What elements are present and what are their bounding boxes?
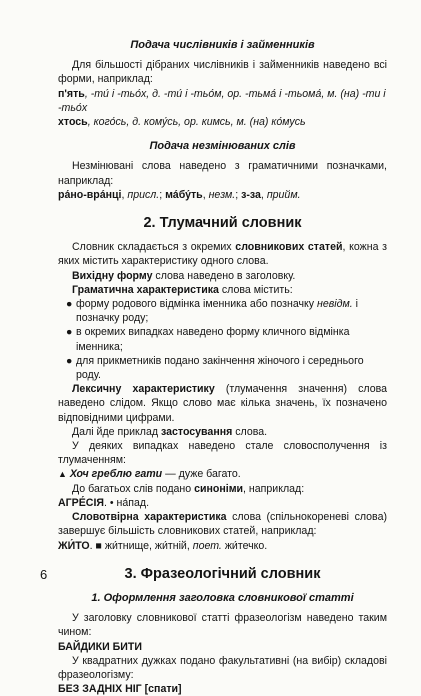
example-indeclinable: ра́но-вра́нці, присл.; ма́бу́ть, незм.; з-за, прийм. bbox=[58, 188, 301, 201]
headword: з-за bbox=[241, 188, 261, 201]
headword: ра́но-вра́нці bbox=[58, 188, 122, 201]
list-item: ● в окремих випадках наведено форму кличного відмінка іменника; bbox=[66, 326, 350, 353]
example-phrase: ▲ Хоч греблю гати — дуже багато. bbox=[58, 468, 241, 481]
chapter-heading-explanatory: 2. Тлумачний словник bbox=[143, 215, 302, 232]
example-derivation: ЖИ́ТО. ■ жи́тнище, жи́тній, поет. жи́течко. bbox=[58, 539, 268, 552]
paragraph-derivation: Словотвірна характеристика слова (спільнокореневі слова) завершує більшість словникових статей, наприклад: bbox=[58, 511, 387, 538]
headword: хтось bbox=[58, 116, 88, 129]
section-title-heading-format: 1. Оформлення заголовка словникової статті bbox=[91, 591, 354, 604]
paragraph-initial-form: Вихідну форму слова наведено в заголовку. bbox=[72, 269, 296, 282]
paragraph-heading-format: У заголовку словникової статті фразеологізм наведено таким чином: bbox=[58, 612, 387, 639]
triangle-icon: ▲ bbox=[58, 469, 67, 480]
chapter-heading-phraseological: 3. Фразеологічний словник bbox=[124, 565, 321, 582]
list-item: ● для прикметників подано закінчення жіночого і середнього роду. bbox=[66, 354, 364, 382]
paragraph-numerals-intro: Для більшості дібраних числівників і займенників наведено всі форми, наприклад: bbox=[58, 59, 387, 86]
paragraph-grammar: Граматична характеристика слова містить: bbox=[72, 283, 293, 296]
pos-mark: присл. bbox=[127, 188, 160, 201]
example-idiom: БАЙДИКИ БИТИ bbox=[58, 640, 142, 653]
paragraph-optional-parts: У квадратних дужках подано факультативні (на вибір) складові фразеологізму: bbox=[58, 654, 387, 681]
paragraph-synonyms: До багатьох слів подано синоніми, наприклад: bbox=[72, 482, 305, 495]
forms: , -ти́ і -тьо́х, д. -ти́ і -тьо́м, ор. -тьма́ і -тьома́, м. (на) -ти і -тьо́х bbox=[58, 87, 386, 114]
example-numeral bbox=[58, 87, 387, 115]
paragraph-usage: Далі йде приклад застосування слова. bbox=[72, 425, 268, 438]
bullet-icon: ● bbox=[66, 326, 73, 339]
bullet-icon: ● bbox=[66, 298, 73, 311]
page-number: 6 bbox=[40, 567, 48, 582]
forms: , кого́сь, д. кому́сь, ор. кимсь, м. (на) ко́мусь bbox=[87, 116, 306, 129]
pos-mark: незм. bbox=[208, 188, 236, 201]
section-title-numerals: Подача числівників і займенників bbox=[130, 39, 315, 51]
example-pronoun bbox=[58, 115, 387, 129]
example-synonym: АГРЕ́СІЯ. • на́пад. bbox=[58, 496, 150, 509]
section-title-indeclinable: Подача незмінюваних слів bbox=[149, 140, 296, 153]
paragraph-articles: Словник складається з окремих словникових статей, кожна з яких містить характеристику одного слова. bbox=[58, 241, 388, 268]
example-idiom-optional: БЕЗ ЗАДНІХ НІГ [спати] bbox=[58, 683, 182, 696]
paragraph-phrases: У деяких випадках наведено стале словосполучення із тлумаченням: bbox=[58, 440, 387, 467]
pos-mark: прийм. bbox=[266, 188, 301, 201]
list-item: ● форму родового відмінка іменника або позначку невідм. і позначку роду; bbox=[66, 298, 358, 325]
bullet-icon: ● bbox=[66, 354, 73, 367]
paragraph-lexical: Лексичну характеристику (тлумачення значення) слова наведено слідом. Якщо слово має кілька значень, їх позначено відповідними цифрами. bbox=[58, 383, 388, 424]
paragraph-indeclinable: Незмінювані слова наведено з граматичними позначками, наприклад: bbox=[58, 160, 387, 187]
headword: ма́бу́ть bbox=[165, 188, 203, 201]
headword: п'ять bbox=[58, 87, 85, 100]
